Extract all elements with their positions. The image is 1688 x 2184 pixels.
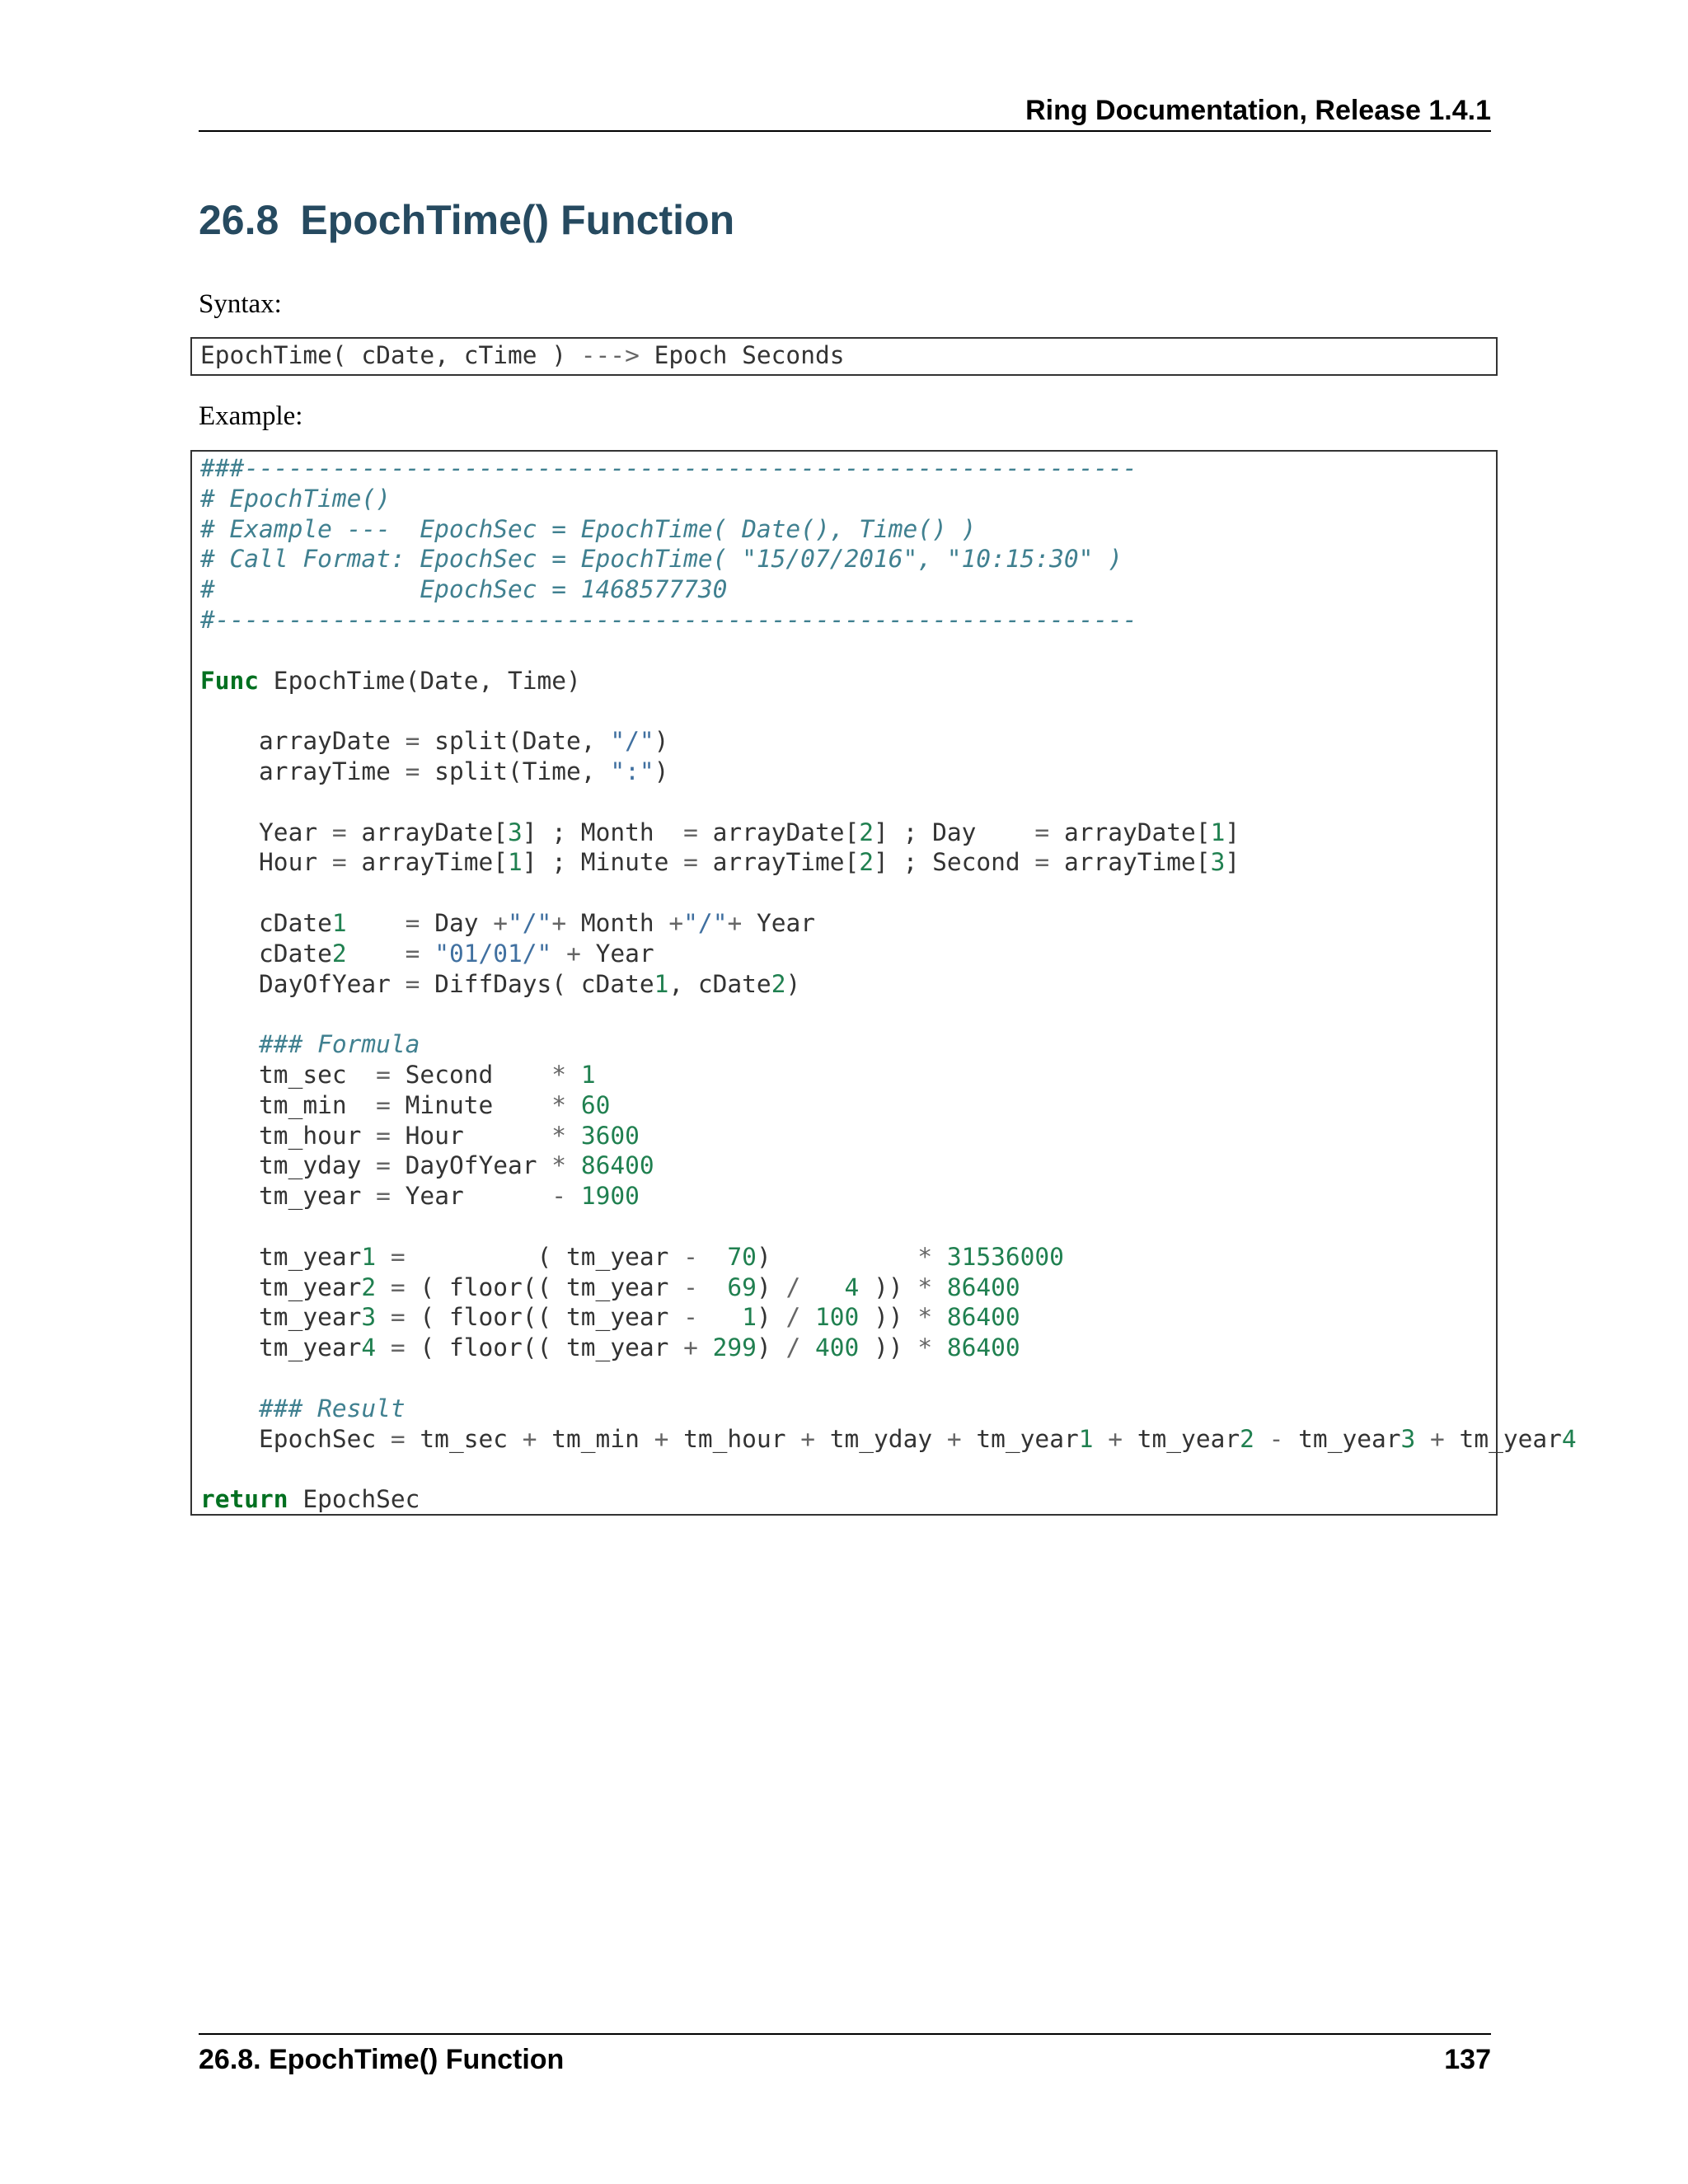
syntax-label: Syntax: bbox=[199, 289, 282, 319]
footer-section-title: 26.8. EpochTime() Function bbox=[199, 2044, 565, 2075]
example-code: ###------------------------------------------------------------- # EpochTime() # Example --- EpochSec = EpochTime( Date(), Time() ) # Call Format: EpochSec = EpochTime( "15/07/2016", "10:15:30" ) # EpochSec = 1468577730 #--------------------------------------------------------------- Func EpochTime(Date, Time) arrayDate = split(Date, "/") arrayTime = split(Time, ":") Year = arrayDate[3] ; Month = arrayDate[2] ; Day = arrayDate[1] Hour = arrayTime[1] ; Minute = arrayTime[2] ; Second = arrayTime[3] cDate1 = Day +"/"+ Month +"/"+ Year cDate2 = "01/01/" + Year DayOfYear = DiffDays( cDate1, cDate2) ### Formula tm_sec = Second * 1 tm_min = Minute * 60 tm_hour = Hour * 3600 tm_yday = DayOfYear * 86400 tm_year = Year - 1900 tm_year1 = ( tm_year - 70) * 31536000 tm_year2 = ( floor(( tm_year - 69) / 4 )) * 86400 tm_year3 = ( floor(( tm_year - 1) / 100 )) * 86400 tm_year4 = ( floor(( tm_year + 299) / 400 )) * 86400 ### Result EpochSec = tm_sec + tm_min + tm_hour + tm_yday + tm_year1 + tm_year2 - tm_year3 + tm_year4 return EpochSec bbox=[200, 454, 1577, 1514]
section-number: 26.8 bbox=[199, 197, 279, 243]
section-heading bbox=[199, 191, 1491, 249]
example-code-block bbox=[190, 450, 1577, 1516]
page-number: 137 bbox=[1444, 2044, 1491, 2075]
example-label: Example: bbox=[199, 401, 303, 431]
section-title: EpochTime() Function bbox=[300, 197, 735, 243]
syntax-code-block bbox=[190, 337, 1498, 376]
footer-divider bbox=[199, 2033, 1491, 2035]
header-divider bbox=[199, 130, 1491, 132]
syntax-code: EpochTime( cDate, cTime ) ---> Epoch Seconds bbox=[200, 341, 845, 369]
running-header: Ring Documentation, Release 1.4.1 bbox=[1025, 95, 1491, 126]
